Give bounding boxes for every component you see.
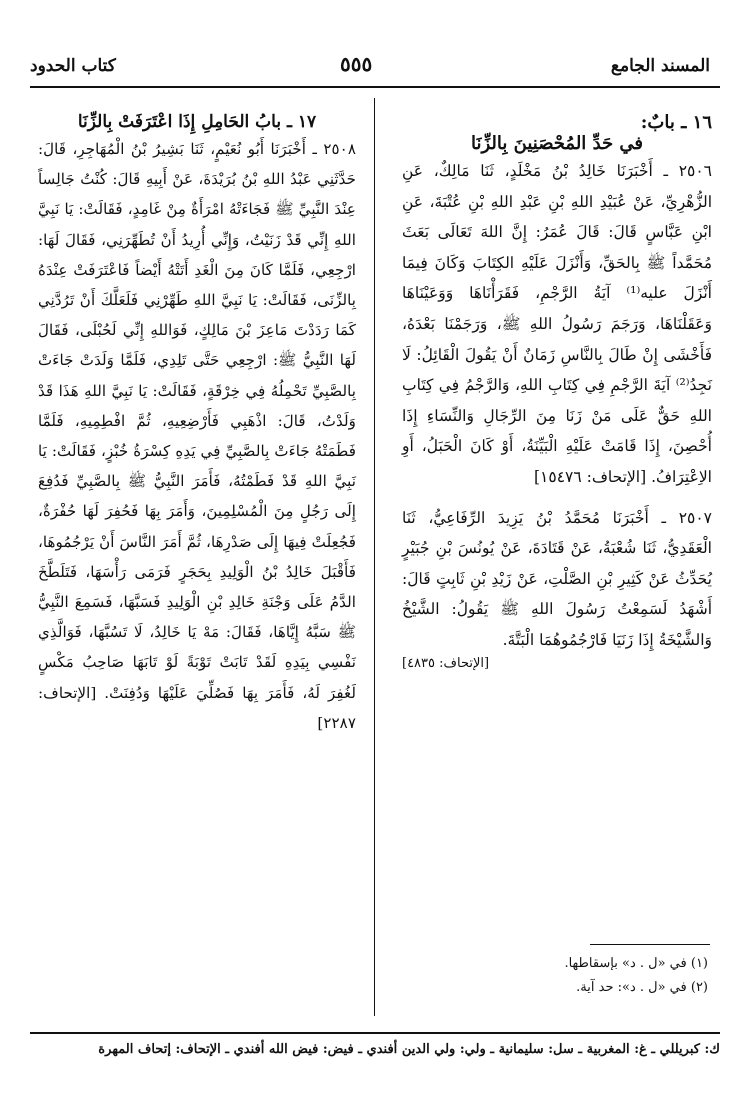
hadith-2507: ٢٥٠٧ ـ أَخْبَرَنَا مُحَمَّدُ بْنُ يَزِيدَ الرِّفَاعِيُّ، ثَنَا الْعَقَدِيُّ، ثَنَا شُعْبَةُ، عَنْ قَتَادَةَ، عَنْ يُونُسَ بْنِ جُبَيْرٍ يُحَدِّثُ عَنْ كَثِيرِ بْنِ الصَّلْتِ، عَنْ زَيْدِ بْنِ ثَابِتٍ قَالَ: أَشْهَدُ لَسَمِعْتُ رَسُولَ اللهِ ﷺ يَقُولُ: الشَّيْخُ وَالشَّيْخَةُ إِذَا زَنَيَا فَارْجُمُوهُمَا الْبَتَّةَ. (402, 508, 712, 649)
left-column (38, 112, 356, 738)
column-divider (374, 98, 375, 1016)
page-header (0, 50, 748, 90)
header-rule (30, 86, 720, 88)
right-column (402, 112, 712, 671)
hadith-2507-reference: [الإتحاف: ٤٨٣٥] (402, 655, 490, 671)
section-17-title: ١٧ ـ بابُ الحَامِلِ إِذَا اعْتَرَفَتْ بِالزِّنَا (77, 112, 317, 132)
footnote-rule (590, 944, 710, 945)
hadith-2508: ٢٥٠٨ ـ أَخْبَرَنَا أَبُو نُعَيْمٍ، ثَنَا بَشِيرُ بْنُ الْمُهَاجِرِ، قَالَ: حَدَّثَنِي عَبْدُ اللهِ بْنُ بُرَيْدَةَ، عَنْ أَبِيهِ قَالَ: كُنْتُ جَالِساً عِنْدَ النَّبِيِّ ﷺ فَجَاءَتْهُ امْرَأَةٌ مِنْ غَامِدٍ، فَقَالَتْ: يَا نَبِيَّ اللهِ إِنِّي قَدْ زَنَيْتُ، وَإِنِّي أُرِيدُ أَنْ تُطَهِّرَنِي، فَقَالَ لَهَا: ارْجِعِي، فَلَمَّا كَانَ مِنَ الْغَدِ أَتَتْهُ أَيْضاً فَاعْتَرَفَتْ عِنْدَهُ بِالزِّنَى، فَقَالَتْ: يَا نَبِيَّ اللهِ طَهِّرْنِي فَلَعَلَّكَ أَنْ تَرُدَّنِي كَمَا رَدَدْتَ مَاعِزَ بْنَ مَالِكٍ، فَوَاللهِ إِنِّي لَحُبْلَى، فَقَالَ لَهَا النَّبِيُّ ﷺ: ارْجِعِي حَتَّى تَلِدِي، فَلَمَّا وَلَدَتْ جَاءَتْ بِالصَّبِيِّ تَحْمِلُهُ فِي خِرْقَةٍ، فَقَالَتْ: يَا نَبِيَّ اللهِ هَذَا قَدْ وَلَدْتُ، قَالَ: اذْهَبِي فَأَرْضِعِيهِ، ثُمَّ افْطِمِيهِ، فَلَمَّا فَطَمَتْهُ جَاءَتْ بِالصَّبِيِّ فِي يَدِهِ كِسْرَةُ خُبْزٍ، فَقَالَتْ: يَا نَبِيَّ اللهِ قَدْ فَطَمْتُهُ، فَأَمَرَ النَّبِيُّ ﷺ بِالصَّبِيِّ فَدُفِعَ إِلَى رَجُلٍ مِنَ الْمُسْلِمِينَ، وَأَمَرَ بِهَا فَحُفِرَ لَهَا حُفْرَةٌ، فَجُعِلَتْ فِيهَا إِلَى صَدْرِهَا، ثُمَّ أَمَرَ النَّاسَ أَنْ يَرْجُمُوهَا، فَأَقْبَلَ خَالِدُ بْنُ الْوَلِيدِ بِحَجَرٍ فَرَمَى رَأْسَهَا، فَتَلَطَّخَ الدَّمُ عَلَى وَجْنَةِ خَالِدِ بْنِ الْوَلِيدِ فَسَبَّهَا، فَسَمِعَ النَّبِيُّ ﷺ سَبَّهُ إِيَّاهَا، فَقَالَ: مَهْ يَا خَالِدُ، لَا تَسُبَّهَا، فَوَالَّذِي نَفْسِي بِيَدِهِ لَقَدْ تَابَتْ تَوْبَةً لَوْ تَابَهَا صَاحِبُ مَكْسٍ لَغُفِرَ لَهُ، فَأَمَرَ بِهَا فَصُلِّيَ عَلَيْهَا وَدُفِنَتْ. [الإتحاف: ٢٢٨٧] (38, 140, 356, 732)
page-number: ٥٥٥ (340, 52, 373, 76)
section-16-number: ١٦ ـ بابٌ: (640, 112, 712, 133)
chapter-title: كتاب الحدود (30, 56, 116, 76)
footnotes (388, 952, 708, 1000)
section-16-title: في حَدِّ المُحْصَنِينَ بِالزِّنَا (470, 133, 644, 154)
footnote-1: (١) في «ل . د» بإسقاطها. (564, 956, 708, 971)
abbreviations-footer: ك: كبريللي ـ غ: المغربية ـ سل: سليمانية ـ ولي: ولي الدين أفندي ـ فيض: فيض الله أفندي ـ الإتحاف: إتحاف المهرة (98, 1042, 720, 1057)
hadith-2506: ٢٥٠٦ ـ أَخْبَرَنَا خَالِدُ بْنُ مَخْلَدٍ، ثَنَا مَالِكٌ، عَنِ الزُّهْرِيِّ، عَنْ عُبَيْدِ اللهِ بْنِ عَبْدِ اللهِ بْنِ عُتْبَةَ، عَنِ ابْنِ عَبَّاسٍ قَالَ: قَالَ عُمَرُ: إِنَّ اللهَ تَعَالَى بَعَثَ مُحَمَّداً ﷺ بِالحَقِّ، وَأَنْزَلَ عَلَيْهِ الكِتَابَ وَكَانَ فِيمَا أَنْزَلَ عليه⁽¹⁾ آيَةُ الرَّجْمِ، فَقَرَأْنَاهَا وَوَعَيْنَاهَا وَعَقَلْنَاهَا، وَرَجَمَ رَسُولُ اللهِ ﷺ، وَرَجَمْنَا بَعْدَهُ، فَأَخْشَى إِنْ طَالَ بِالنَّاسِ زَمَانٌ أَنْ يَقُولَ الْقَائِلُ: لَا نَجِدُ⁽²⁾ آيَةَ الرَّجْمِ فِي كِتَابِ اللهِ، وَالرَّجْمُ فِي كِتَابِ اللهِ حَقٌّ عَلَى مَنْ زَنَا مِنَ الرِّجَالِ وَالنِّسَاءِ إِذَا أُحْصِنَ، إِذَا قَامَتْ عَلَيْهِ الْبَيِّنَةُ، أَوْ كَانَ الْحَبَلُ، أَوِ الاِعْتِرَافُ. [الإتحاف: ١٥٤٧٦] (402, 162, 712, 486)
footnote-2: (٢) في «ل . د»: حد آية. (576, 980, 708, 995)
footer-rule (30, 1032, 720, 1034)
book-title: المسند الجامع (610, 56, 710, 76)
